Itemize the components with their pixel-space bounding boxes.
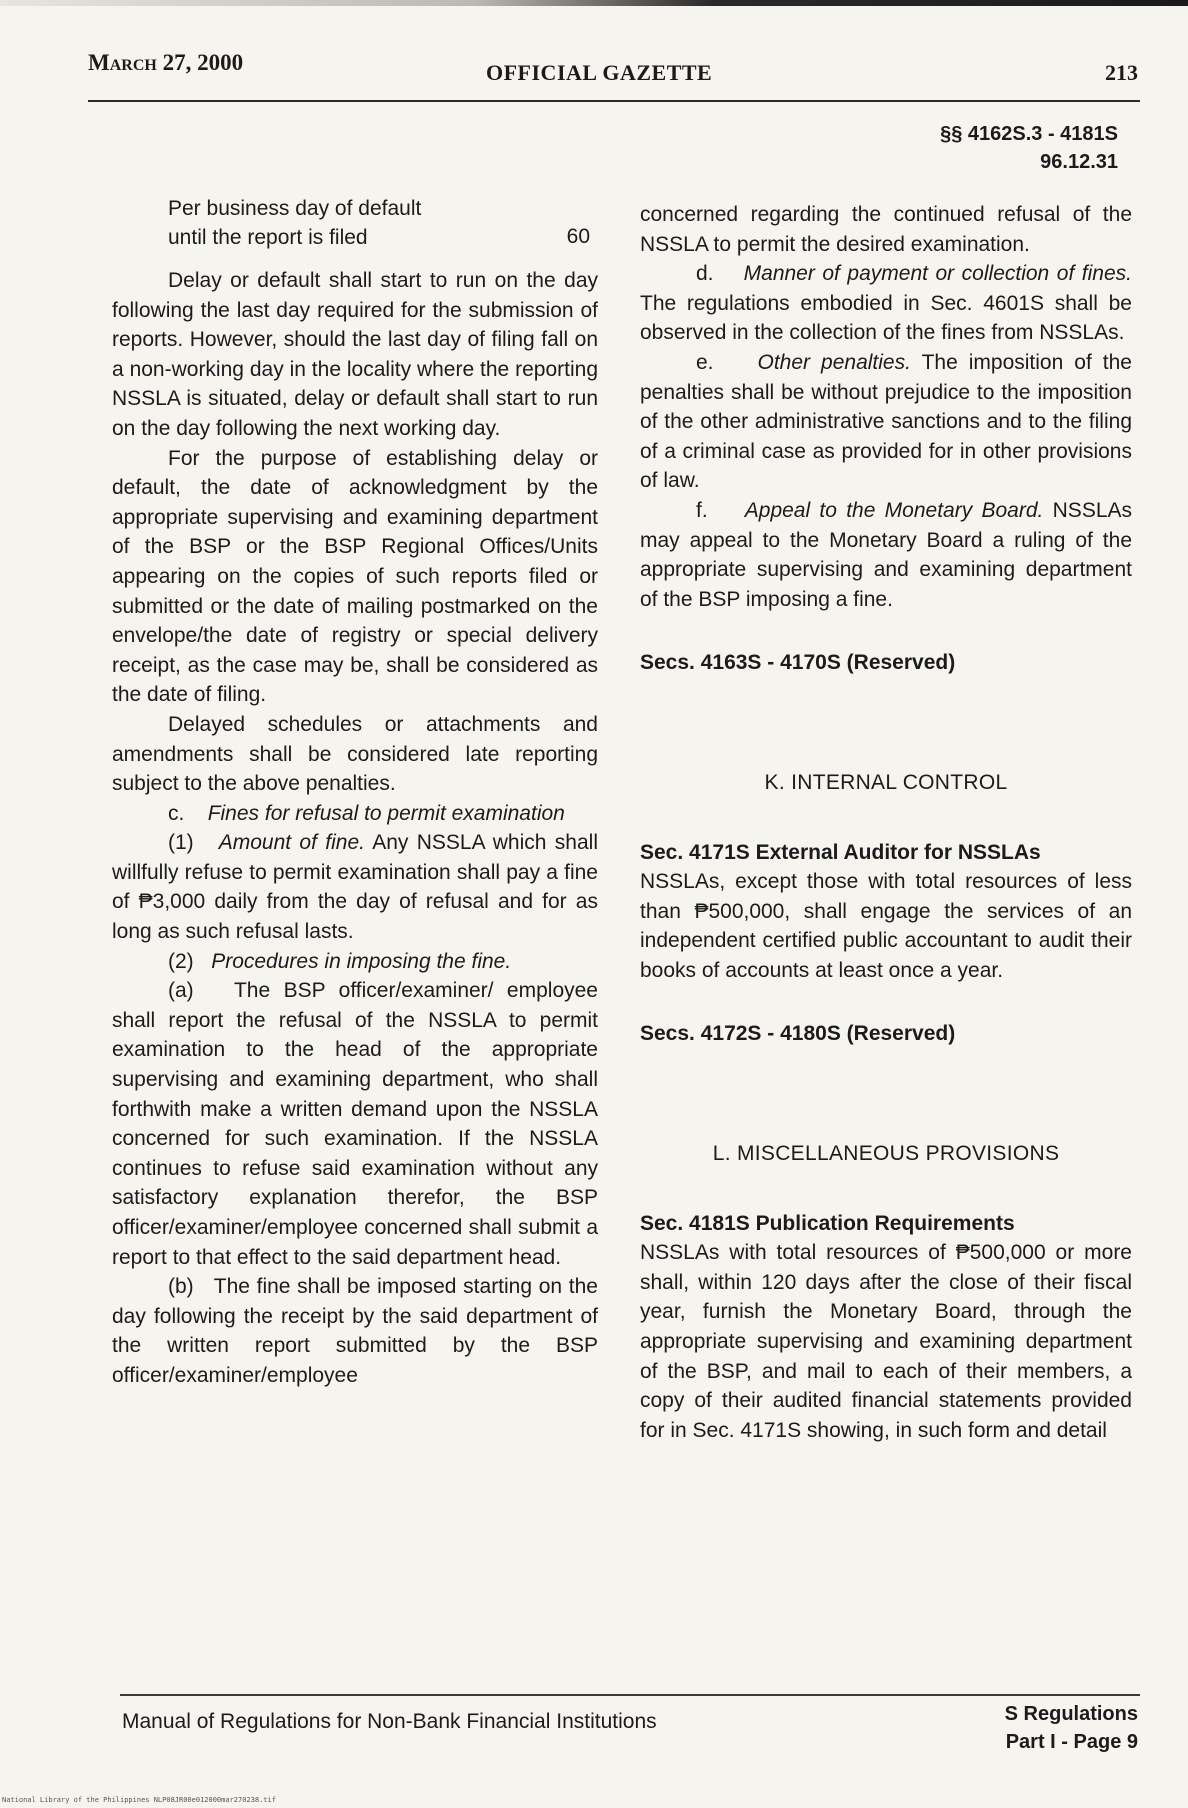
item-f-title: Appeal to the Monetary Board. xyxy=(744,498,1044,522)
section-4171-text: NSSLAs, except those with total resources of less than ₱500,000, shall engage the services of an independent certified public accountant to audit their books of accounts at least once a year. xyxy=(640,870,1132,982)
section-date-code: 96.12.31 xyxy=(1040,151,1118,173)
section-4181-title: Sec. 4181S Publication Requirements xyxy=(640,1211,1015,1235)
footer-rule xyxy=(120,1694,1140,1696)
item-c2b: (b) The fine shall be imposed starting on the day following the receipt by the said department of the written report submitted by the BSP officer/examiner/employee xyxy=(112,1275,598,1387)
paragraph-delay-start: Delay or default shall start to run on the day following the last day required for the submission of reports. However, should the last day of filing fall on a non-working day in the locality where the reporting NSSLA is situated, delay or default shall start to run on the day following the next working day. xyxy=(112,269,598,440)
header-title: OFFICIAL GAZETTE xyxy=(486,60,713,85)
item-c2a: (a) The BSP officer/examiner/ employee shall report the refusal of the NSSLA to permit examination to the head of the appropriate supervising and examining department, who shall forthwith make a written demand upon the NSSLA concerned for such examination. If the NSSLA continues to refuse said examination without any satisfactory explanation therefor, the BSP officer/examiner/employee concerned shall submit a report to that effect to the said department head. xyxy=(112,979,598,1269)
footer-manual-title: Manual of Regulations for Non-Bank Financial Institutions xyxy=(122,1710,657,1733)
paragraph-delayed-schedules: Delayed schedules or attachments and amendments shall be considered late reporting subject to the above penalties. xyxy=(112,712,598,796)
item-d-title: Manner of payment or collection of fines. xyxy=(743,262,1132,286)
item-c2-title: Procedures in imposing the fine. xyxy=(211,949,512,973)
item-d: d. Manner of payment or collection of fines. The regulations embodied in Sec. 4601S shall be observed in the collection of the fines from NSSLAs. xyxy=(640,262,1132,345)
scan-top-edge xyxy=(0,0,1188,6)
section-4171-title: Sec. 4171S External Auditor for NSSLAs xyxy=(640,840,1041,864)
reserved-sections-4163-4170: Secs. 4163S - 4170S (Reserved) xyxy=(640,651,956,675)
header-date: March 27, 2000 xyxy=(88,50,244,75)
fine-row-label: Per business day of default until the report is filed xyxy=(168,197,422,249)
item-e-title: Other penalties. xyxy=(757,350,911,374)
item-c-title: Fines for refusal to permit examination xyxy=(207,801,565,825)
footer-page-ref xyxy=(1005,1700,1138,1756)
heading-miscellaneous-provisions: L. MISCELLANEOUS PROVISIONS xyxy=(712,1142,1060,1166)
paragraph-date-of-filing: For the purpose of establishing delay or default, the date of acknowledgment by the appropriate supervising and examining department of the BSP or the BSP Regional Offices/Units appearing on the copies of such reports filed or submitted or the date of mailing postmarked on the envelope/the date of registry or special delivery receipt, as the case may be, shall be considered as the date of filing. xyxy=(112,446,598,707)
paragraph-continued: concerned regarding the continued refusal of the NSSLA to permit the desired examination. xyxy=(640,203,1132,256)
section-reference xyxy=(940,120,1118,176)
fine-schedule-row xyxy=(112,194,598,252)
fine-row-amount: 60 xyxy=(566,225,590,249)
item-c1: (1) Amount of fine. Any NSSLA which shall willfully refuse to permit examination shall pay a fine of ₱3,000 daily from the day of refusal and for as long as such refusal lasts. xyxy=(112,831,598,944)
section-4181-text: NSSLAs with total resources of ₱500,000 or more shall, within 120 days after the close of their fiscal year, furnish the Monetary Board, through the appropriate supervising and examining department of the BSP, and mail to each of their members, a copy of their audited financial statements provided for in Sec. 4171S showing, in such form and detail xyxy=(640,1241,1132,1442)
reserved-sections-4172-4180: Secs. 4172S - 4180S (Reserved) xyxy=(640,1022,956,1046)
section-range: §§ 4162S.3 - 4181S xyxy=(940,123,1118,145)
right-column xyxy=(640,200,1132,1445)
scan-source-tag: National Library of the Philippines NLP08JR00e012000mar270238.tif xyxy=(2,1796,276,1804)
header-page-number: 213 xyxy=(1105,60,1138,85)
heading-internal-control: K. INTERNAL CONTROL xyxy=(764,770,1008,794)
item-f: f. Appeal to the Monetary Board. NSSLAs may appeal to the Monetary Board a ruling of the appropriate supervising and examining department of the BSP imposing a fine. xyxy=(640,498,1133,611)
item-c2: (2) Procedures in imposing the fine. xyxy=(168,949,512,973)
item-e: e. Other penalties. The imposition of the penalties shall be without prejudice to the imposition of the other administrative sanctions and to the filing of a criminal case as provided for in other provisions of law. xyxy=(640,350,1132,493)
footer-regulation-series: S Regulations xyxy=(1004,1703,1138,1725)
footer-part-page: Part I - Page 9 xyxy=(1005,1731,1138,1753)
item-c1-title: Amount of fine. xyxy=(218,831,365,855)
header-rule xyxy=(88,100,1140,102)
item-c: c. Fines for refusal to permit examination xyxy=(168,801,565,825)
left-column xyxy=(112,194,598,1391)
